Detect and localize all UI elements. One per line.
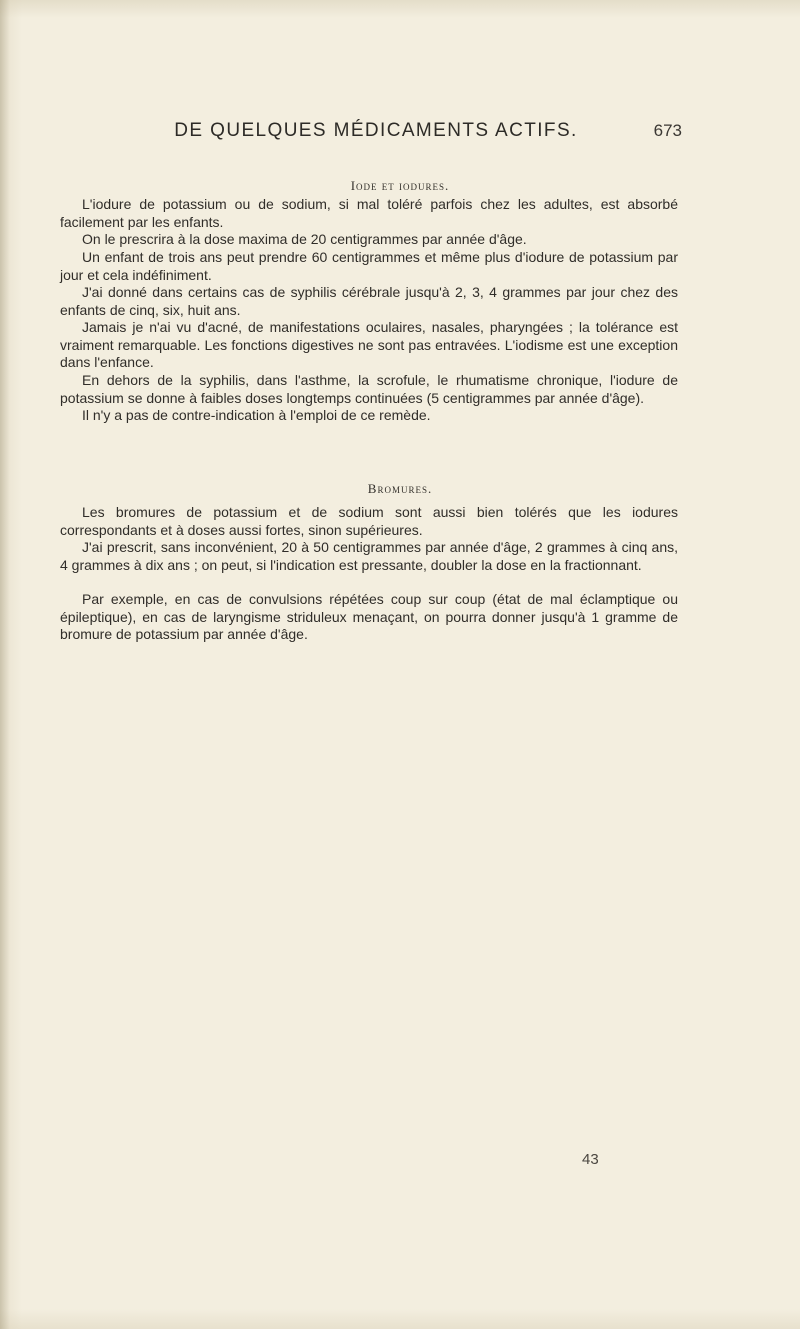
running-title: DE QUELQUES MÉDICAMENTS ACTIFS.	[174, 120, 578, 141]
paragraph-iode-contraindication: Il n'y a pas de contre-indication à l'emploi de ce remède.	[82, 407, 431, 423]
page-header	[96, 120, 696, 146]
page-number: 673	[653, 121, 682, 140]
paragraph-iode-syphilis: J'ai donné dans certains cas de syphilis cérébrale jusqu'à 2, 3, 4 grammes par jour chez des enfants de cinq, six, huit ans.	[60, 284, 678, 318]
paragraph-iode-child-dose: Un enfant de trois ans peut prendre 60 centigrammes et même plus d'iodure de potassium par jour et cela indéfiniment.	[60, 249, 678, 283]
paragraph-bromures-convulsions: Par exemple, en cas de convulsions répétées coup sur coup (état de mal éclamptique ou épileptique), en cas de laryngisme striduleux menaçant, on pourra donner jusqu'à 1 gramme de bromure de potassium par année d'âge.	[60, 591, 678, 643]
section-title-bromures: Bromures.	[367, 481, 433, 496]
paragraph-bromures-dosage: J'ai prescrit, sans inconvénient, 20 à 50 centigrammes par année d'âge, 2 grammes à cinq ans, 4 grammes à dix ans ; on peut, si l'indication est pressante, doubler la dose en la fractionnant.	[60, 539, 678, 573]
section-title-iode: Iode et iodures.	[350, 178, 450, 193]
paragraph-iode-other-uses: En dehors de la syphilis, dans l'asthme, la scrofule, le rhumatisme chronique, l'iodure de potassium se donne à faibles doses longtemps continuées (5 centigrammes par année d'âge).	[60, 372, 678, 406]
paragraph-iode-tolerance: L'iodure de potassium ou de sodium, si mal toléré parfois chez les adultes, est absorbé facilement par les enfants.	[60, 196, 678, 230]
paragraph-bromures-tolerance: Les bromures de potassium et de sodium sont aussi bien tolérés que les iodures correspondants et à doses aussi fortes, sinon supérieures.	[60, 504, 678, 538]
signature-mark: 43	[582, 1151, 599, 1168]
paragraph-iode-max-dose: On le prescrira à la dose maxima de 20 centigrammes par année d'âge.	[82, 231, 527, 247]
paragraph-iode-side-effects: Jamais je n'ai vu d'acné, de manifestations oculaires, nasales, pharyngées ; la tolérance est vraiment remarquable. Les fonctions digestives ne sont pas entravées. L'iodisme est une exception dans l'enfance.	[60, 319, 678, 371]
